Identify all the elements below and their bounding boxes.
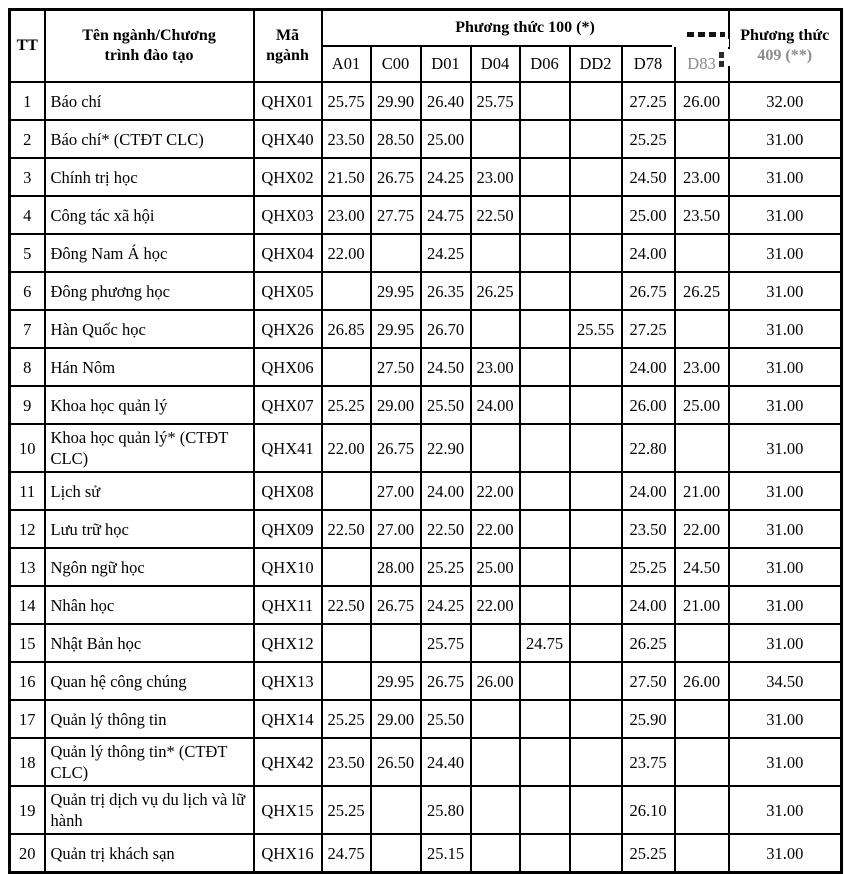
program-name: Hàn Quốc học bbox=[45, 310, 254, 348]
score-a01: 26.85 bbox=[322, 310, 371, 348]
table-row bbox=[10, 234, 842, 272]
score-c00: 26.75 bbox=[371, 158, 421, 196]
score-d04: 22.00 bbox=[471, 586, 520, 624]
score-method-409: 31.00 bbox=[729, 158, 842, 196]
score-d04: 26.25 bbox=[471, 272, 520, 310]
score-c00 bbox=[371, 786, 421, 834]
score-d04 bbox=[471, 120, 520, 158]
program-code: QHX42 bbox=[254, 738, 322, 786]
program-name: Quan hệ công chúng bbox=[45, 662, 254, 700]
table-row bbox=[10, 424, 842, 472]
score-d83 bbox=[675, 310, 729, 348]
score-dd2 bbox=[570, 386, 622, 424]
score-dd2 bbox=[570, 82, 622, 120]
row-number: 15 bbox=[10, 624, 45, 662]
score-a01: 22.00 bbox=[322, 234, 371, 272]
score-d83 bbox=[675, 834, 729, 873]
program-code: QHX01 bbox=[254, 82, 322, 120]
score-d78: 26.00 bbox=[622, 386, 675, 424]
score-d83: 24.50 bbox=[675, 548, 729, 586]
score-method-409: 31.00 bbox=[729, 348, 842, 386]
table-row bbox=[10, 834, 842, 873]
score-c00: 27.75 bbox=[371, 196, 421, 234]
score-d83: 25.00 bbox=[675, 386, 729, 424]
table-row bbox=[10, 158, 842, 196]
program-code: QHX16 bbox=[254, 834, 322, 873]
program-name: Nhân học bbox=[45, 586, 254, 624]
score-d06 bbox=[520, 510, 570, 548]
score-d83 bbox=[675, 700, 729, 738]
score-a01: 21.50 bbox=[322, 158, 371, 196]
row-number: 20 bbox=[10, 834, 45, 873]
score-d06 bbox=[520, 834, 570, 873]
score-d01: 22.50 bbox=[421, 510, 471, 548]
score-d04 bbox=[471, 424, 520, 472]
program-code: QHX11 bbox=[254, 586, 322, 624]
score-d06: 24.75 bbox=[520, 624, 570, 662]
header-subject-d04: D04 bbox=[471, 46, 520, 82]
score-a01: 23.50 bbox=[322, 120, 371, 158]
program-code: QHX12 bbox=[254, 624, 322, 662]
score-method-409: 31.00 bbox=[729, 386, 842, 424]
program-name: Nhật Bản học bbox=[45, 624, 254, 662]
program-code: QHX08 bbox=[254, 472, 322, 510]
header-method-409-line1: Phương thức bbox=[740, 27, 830, 44]
score-a01: 24.75 bbox=[322, 834, 371, 873]
score-d01: 24.25 bbox=[421, 158, 471, 196]
table-row bbox=[10, 348, 842, 386]
program-name: Đông phương học bbox=[45, 272, 254, 310]
header-subject-d06: D06 bbox=[520, 46, 570, 82]
program-name: Hán Nôm bbox=[45, 348, 254, 386]
score-d78: 26.10 bbox=[622, 786, 675, 834]
row-number: 10 bbox=[10, 424, 45, 472]
score-d83: 21.00 bbox=[675, 586, 729, 624]
score-d04: 24.00 bbox=[471, 386, 520, 424]
score-dd2 bbox=[570, 472, 622, 510]
score-a01: 22.00 bbox=[322, 424, 371, 472]
score-d83: 23.50 bbox=[675, 196, 729, 234]
header-program-name-line1: Tên ngành/Chương bbox=[82, 27, 216, 44]
score-a01: 22.50 bbox=[322, 586, 371, 624]
row-number: 2 bbox=[10, 120, 45, 158]
score-dd2 bbox=[570, 624, 622, 662]
score-d83: 23.00 bbox=[675, 158, 729, 196]
score-method-409: 31.00 bbox=[729, 234, 842, 272]
score-d06 bbox=[520, 700, 570, 738]
header-program-code-line2: ngành bbox=[266, 47, 309, 64]
program-code: QHX07 bbox=[254, 386, 322, 424]
table-row bbox=[10, 586, 842, 624]
score-c00: 29.95 bbox=[371, 272, 421, 310]
score-a01 bbox=[322, 548, 371, 586]
score-a01: 23.50 bbox=[322, 738, 371, 786]
score-d78: 25.25 bbox=[622, 834, 675, 873]
header-subject-d01: D01 bbox=[421, 46, 471, 82]
score-d06 bbox=[520, 424, 570, 472]
row-number: 12 bbox=[10, 510, 45, 548]
score-method-409: 31.00 bbox=[729, 510, 842, 548]
score-method-409: 31.00 bbox=[729, 272, 842, 310]
score-d78: 26.75 bbox=[622, 272, 675, 310]
score-d06 bbox=[520, 786, 570, 834]
program-code: QHX15 bbox=[254, 786, 322, 834]
row-number: 18 bbox=[10, 738, 45, 786]
score-d83: 23.00 bbox=[675, 348, 729, 386]
table-row bbox=[10, 510, 842, 548]
score-d06 bbox=[520, 472, 570, 510]
score-d06 bbox=[520, 272, 570, 310]
score-c00: 26.75 bbox=[371, 586, 421, 624]
score-d78: 22.80 bbox=[622, 424, 675, 472]
score-d01: 25.50 bbox=[421, 700, 471, 738]
score-a01 bbox=[322, 472, 371, 510]
table-row bbox=[10, 386, 842, 424]
program-name: Lịch sử bbox=[45, 472, 254, 510]
program-name: Quản trị dịch vụ du lịch và lữ hành bbox=[45, 786, 254, 834]
score-d04: 23.00 bbox=[471, 158, 520, 196]
score-d83 bbox=[675, 786, 729, 834]
score-dd2 bbox=[570, 196, 622, 234]
score-d06 bbox=[520, 120, 570, 158]
score-c00: 27.50 bbox=[371, 348, 421, 386]
score-dd2 bbox=[570, 158, 622, 196]
watermark-blob bbox=[672, 39, 729, 47]
score-c00: 28.00 bbox=[371, 548, 421, 586]
score-d04 bbox=[471, 834, 520, 873]
score-a01 bbox=[322, 662, 371, 700]
program-name: Ngôn ngữ học bbox=[45, 548, 254, 586]
score-d04: 22.00 bbox=[471, 510, 520, 548]
row-number: 16 bbox=[10, 662, 45, 700]
program-code: QHX26 bbox=[254, 310, 322, 348]
program-name: Quản trị khách sạn bbox=[45, 834, 254, 873]
program-name: Khoa học quản lý* (CTĐT CLC) bbox=[45, 424, 254, 472]
score-d78: 27.25 bbox=[622, 310, 675, 348]
score-d06 bbox=[520, 310, 570, 348]
program-code: QHX13 bbox=[254, 662, 322, 700]
score-c00 bbox=[371, 624, 421, 662]
score-dd2 bbox=[570, 738, 622, 786]
score-d06 bbox=[520, 662, 570, 700]
score-dd2 bbox=[570, 700, 622, 738]
score-d78: 23.50 bbox=[622, 510, 675, 548]
score-d06 bbox=[520, 158, 570, 196]
row-number: 4 bbox=[10, 196, 45, 234]
score-d04: 22.00 bbox=[471, 472, 520, 510]
score-a01 bbox=[322, 348, 371, 386]
program-code: QHX02 bbox=[254, 158, 322, 196]
score-a01 bbox=[322, 272, 371, 310]
score-d83 bbox=[675, 234, 729, 272]
header-subject-dd2: DD2 bbox=[570, 46, 622, 82]
score-d83 bbox=[675, 424, 729, 472]
header-method-100: Phương thức 100 (*) bbox=[322, 10, 729, 47]
score-d06 bbox=[520, 82, 570, 120]
score-d83 bbox=[675, 624, 729, 662]
table-row bbox=[10, 272, 842, 310]
program-name: Lưu trữ học bbox=[45, 510, 254, 548]
score-method-409: 31.00 bbox=[729, 834, 842, 873]
score-d01: 25.75 bbox=[421, 624, 471, 662]
program-code: QHX40 bbox=[254, 120, 322, 158]
header-program-name-line2: trình đào tạo bbox=[104, 47, 194, 64]
score-dd2 bbox=[570, 120, 622, 158]
header-subject-c00: C00 bbox=[371, 46, 421, 82]
score-method-409: 31.00 bbox=[729, 196, 842, 234]
table-body bbox=[10, 82, 842, 873]
score-method-409: 31.00 bbox=[729, 424, 842, 472]
score-d06 bbox=[520, 234, 570, 272]
score-d78: 27.25 bbox=[622, 82, 675, 120]
score-method-409: 31.00 bbox=[729, 700, 842, 738]
program-name: Đông Nam Á học bbox=[45, 234, 254, 272]
score-d06 bbox=[520, 586, 570, 624]
program-name: Quản lý thông tin* (CTĐT CLC) bbox=[45, 738, 254, 786]
header-subject-a01: A01 bbox=[322, 46, 371, 82]
score-d06 bbox=[520, 196, 570, 234]
score-c00: 26.50 bbox=[371, 738, 421, 786]
score-dd2 bbox=[570, 834, 622, 873]
score-dd2 bbox=[570, 586, 622, 624]
row-number: 5 bbox=[10, 234, 45, 272]
score-d83 bbox=[675, 738, 729, 786]
score-method-409: 31.00 bbox=[729, 624, 842, 662]
score-a01: 25.25 bbox=[322, 786, 371, 834]
table-row bbox=[10, 472, 842, 510]
score-d83: 26.25 bbox=[675, 272, 729, 310]
score-d01: 26.75 bbox=[421, 662, 471, 700]
score-d83: 21.00 bbox=[675, 472, 729, 510]
score-method-409: 31.00 bbox=[729, 786, 842, 834]
score-d06 bbox=[520, 548, 570, 586]
score-method-409: 31.00 bbox=[729, 548, 842, 586]
row-number: 19 bbox=[10, 786, 45, 834]
row-number: 7 bbox=[10, 310, 45, 348]
score-d01: 24.25 bbox=[421, 234, 471, 272]
score-method-409: 31.00 bbox=[729, 310, 842, 348]
table-row bbox=[10, 196, 842, 234]
score-d04: 25.75 bbox=[471, 82, 520, 120]
program-code: QHX05 bbox=[254, 272, 322, 310]
table-row bbox=[10, 738, 842, 786]
score-d04: 22.50 bbox=[471, 196, 520, 234]
score-dd2 bbox=[570, 348, 622, 386]
header-subject-d83: D83 bbox=[675, 46, 729, 82]
score-d01: 25.15 bbox=[421, 834, 471, 873]
score-d01: 25.25 bbox=[421, 548, 471, 586]
score-c00: 29.95 bbox=[371, 310, 421, 348]
score-d04: 26.00 bbox=[471, 662, 520, 700]
score-a01: 25.25 bbox=[322, 386, 371, 424]
row-number: 8 bbox=[10, 348, 45, 386]
score-a01: 25.75 bbox=[322, 82, 371, 120]
score-c00: 27.00 bbox=[371, 472, 421, 510]
admission-scores-table bbox=[8, 8, 843, 874]
score-d04 bbox=[471, 786, 520, 834]
row-number: 17 bbox=[10, 700, 45, 738]
score-d01: 24.75 bbox=[421, 196, 471, 234]
score-dd2: 25.55 bbox=[570, 310, 622, 348]
score-d01: 25.00 bbox=[421, 120, 471, 158]
program-name: Quản lý thông tin bbox=[45, 700, 254, 738]
table-row bbox=[10, 548, 842, 586]
score-d83 bbox=[675, 120, 729, 158]
score-c00: 26.75 bbox=[371, 424, 421, 472]
score-method-409: 34.50 bbox=[729, 662, 842, 700]
row-number: 3 bbox=[10, 158, 45, 196]
program-code: QHX04 bbox=[254, 234, 322, 272]
score-d78: 24.00 bbox=[622, 348, 675, 386]
score-d01: 25.50 bbox=[421, 386, 471, 424]
table-row bbox=[10, 662, 842, 700]
score-d78: 23.75 bbox=[622, 738, 675, 786]
score-d78: 24.50 bbox=[622, 158, 675, 196]
score-d06 bbox=[520, 386, 570, 424]
score-c00 bbox=[371, 834, 421, 873]
row-number: 14 bbox=[10, 586, 45, 624]
score-d01: 26.70 bbox=[421, 310, 471, 348]
program-code: QHX09 bbox=[254, 510, 322, 548]
score-d83: 26.00 bbox=[675, 82, 729, 120]
score-d01: 24.25 bbox=[421, 586, 471, 624]
row-number: 6 bbox=[10, 272, 45, 310]
score-d04: 25.00 bbox=[471, 548, 520, 586]
header-subject-d78: D78 bbox=[622, 46, 675, 82]
score-c00 bbox=[371, 234, 421, 272]
score-d78: 25.25 bbox=[622, 120, 675, 158]
table-row bbox=[10, 700, 842, 738]
score-d78: 25.25 bbox=[622, 548, 675, 586]
score-method-409: 31.00 bbox=[729, 586, 842, 624]
row-number: 9 bbox=[10, 386, 45, 424]
score-dd2 bbox=[570, 424, 622, 472]
score-d78: 24.00 bbox=[622, 472, 675, 510]
score-method-409: 31.00 bbox=[729, 738, 842, 786]
score-d01: 24.50 bbox=[421, 348, 471, 386]
score-c00: 29.90 bbox=[371, 82, 421, 120]
header-program-name bbox=[45, 10, 254, 83]
score-d78: 24.00 bbox=[622, 234, 675, 272]
program-name: Báo chí bbox=[45, 82, 254, 120]
score-dd2 bbox=[570, 272, 622, 310]
table-row bbox=[10, 310, 842, 348]
score-d78: 26.25 bbox=[622, 624, 675, 662]
score-c00: 29.00 bbox=[371, 700, 421, 738]
score-d04 bbox=[471, 700, 520, 738]
score-dd2 bbox=[570, 548, 622, 586]
score-d83: 26.00 bbox=[675, 662, 729, 700]
score-d78: 25.90 bbox=[622, 700, 675, 738]
score-method-409: 31.00 bbox=[729, 120, 842, 158]
score-c00: 29.00 bbox=[371, 386, 421, 424]
program-name: Chính trị học bbox=[45, 158, 254, 196]
program-code: QHX10 bbox=[254, 548, 322, 586]
header-method-409-line2: 409 (**) bbox=[757, 47, 813, 64]
score-d04 bbox=[471, 234, 520, 272]
score-a01: 22.50 bbox=[322, 510, 371, 548]
score-d04: 23.00 bbox=[471, 348, 520, 386]
program-name: Khoa học quản lý bbox=[45, 386, 254, 424]
score-c00: 27.00 bbox=[371, 510, 421, 548]
score-a01: 25.25 bbox=[322, 700, 371, 738]
score-d06 bbox=[520, 738, 570, 786]
header-tt: TT bbox=[10, 10, 45, 83]
header-program-code-line1: Mã bbox=[275, 27, 300, 44]
score-d01: 24.00 bbox=[421, 472, 471, 510]
score-a01 bbox=[322, 624, 371, 662]
score-d78: 24.00 bbox=[622, 586, 675, 624]
row-number: 13 bbox=[10, 548, 45, 586]
program-name: Báo chí* (CTĐT CLC) bbox=[45, 120, 254, 158]
program-code: QHX06 bbox=[254, 348, 322, 386]
score-a01: 23.00 bbox=[322, 196, 371, 234]
score-d06 bbox=[520, 348, 570, 386]
score-d04 bbox=[471, 624, 520, 662]
watermark-speck bbox=[719, 61, 724, 67]
header-program-code bbox=[254, 10, 322, 83]
table-row bbox=[10, 120, 842, 158]
watermark-border-gap bbox=[725, 49, 730, 66]
table-row bbox=[10, 82, 842, 120]
score-d04 bbox=[471, 310, 520, 348]
score-d01: 22.90 bbox=[421, 424, 471, 472]
score-d01: 25.80 bbox=[421, 786, 471, 834]
score-d78: 27.50 bbox=[622, 662, 675, 700]
score-d01: 24.40 bbox=[421, 738, 471, 786]
header-method-409 bbox=[729, 10, 842, 83]
score-d83: 22.00 bbox=[675, 510, 729, 548]
table-row bbox=[10, 786, 842, 834]
score-method-409: 32.00 bbox=[729, 82, 842, 120]
score-dd2 bbox=[570, 786, 622, 834]
watermark-speck bbox=[719, 52, 724, 58]
program-code: QHX14 bbox=[254, 700, 322, 738]
program-code: QHX03 bbox=[254, 196, 322, 234]
program-code: QHX41 bbox=[254, 424, 322, 472]
score-d78: 25.00 bbox=[622, 196, 675, 234]
score-c00: 28.50 bbox=[371, 120, 421, 158]
score-dd2 bbox=[570, 510, 622, 548]
program-name: Công tác xã hội bbox=[45, 196, 254, 234]
score-c00: 29.95 bbox=[371, 662, 421, 700]
watermark-dashes bbox=[687, 32, 725, 37]
row-number: 11 bbox=[10, 472, 45, 510]
table-row bbox=[10, 624, 842, 662]
score-method-409: 31.00 bbox=[729, 472, 842, 510]
score-dd2 bbox=[570, 662, 622, 700]
score-d04 bbox=[471, 738, 520, 786]
score-d01: 26.35 bbox=[421, 272, 471, 310]
row-number: 1 bbox=[10, 82, 45, 120]
score-dd2 bbox=[570, 234, 622, 272]
score-d01: 26.40 bbox=[421, 82, 471, 120]
